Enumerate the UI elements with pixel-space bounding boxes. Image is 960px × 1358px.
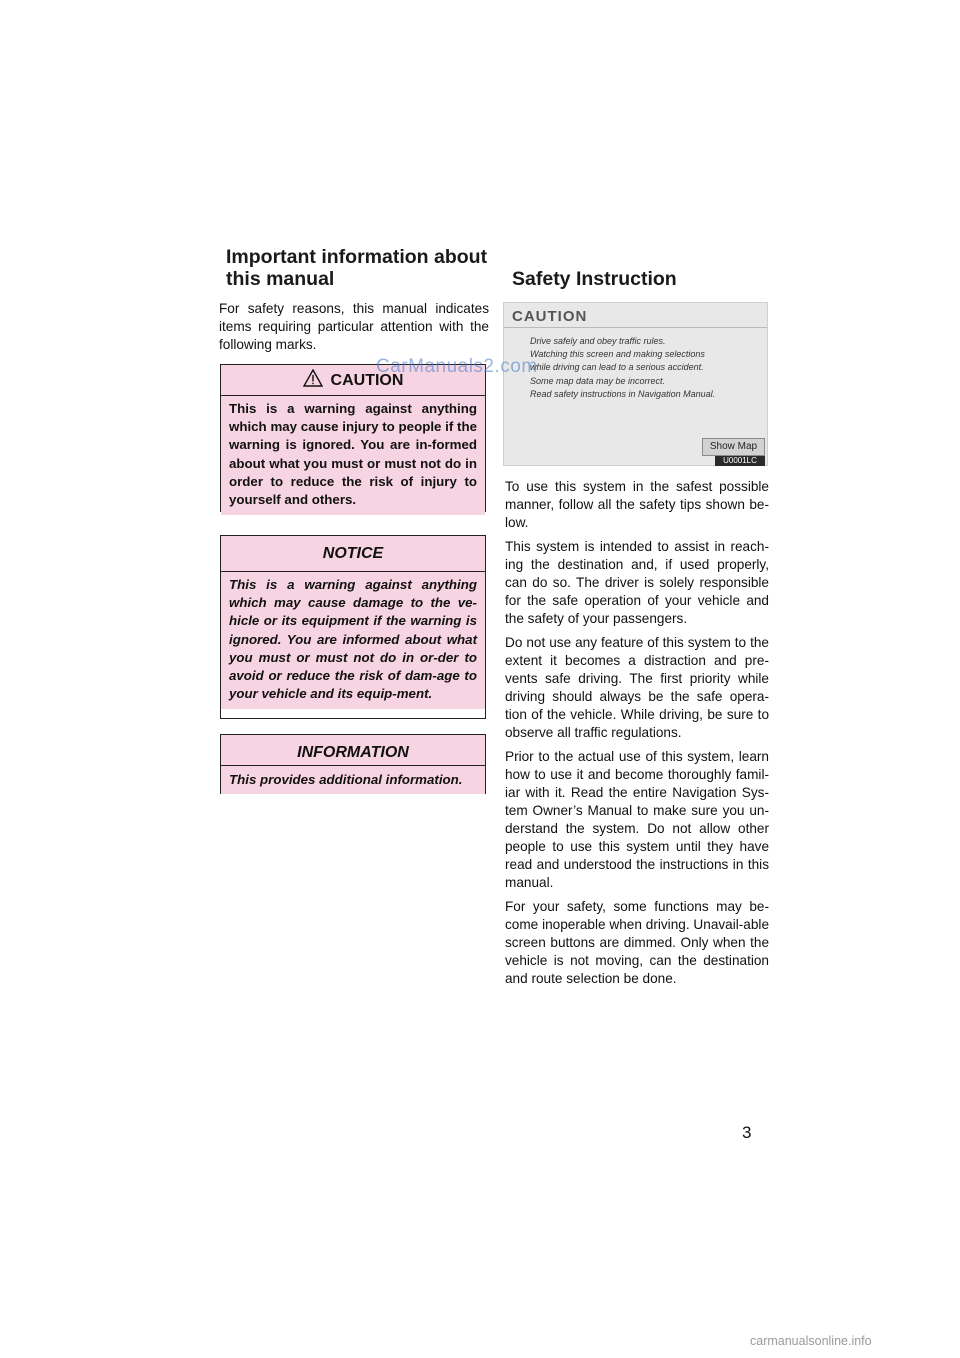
warning-triangle-icon <box>303 367 323 399</box>
caution-text: This is a warning against anything which may cause injury to people if the warning is ignored. You are in-formed about what you must or must not do in order to reduce the risk of injury to yourself and others. <box>221 395 485 515</box>
notice-title: NOTICE <box>221 536 485 571</box>
screenshot-messages <box>530 335 715 401</box>
footer-watermark: carmanualsonline.info <box>750 1334 872 1348</box>
paragraph: To use this system in the safest possible manner, follow all the safety tips shown be-low. <box>505 479 769 530</box>
information-title: INFORMATION <box>221 735 485 765</box>
screenshot-message: Some map data may be incorrect. <box>530 375 666 386</box>
caution-box <box>220 364 486 512</box>
screenshot-title: CAUTION <box>512 308 588 325</box>
screenshot-message: Watching this screen and making selections <box>530 349 705 360</box>
navigation-caution-screenshot <box>503 302 768 466</box>
section-heading-safety-instruction: Safety Instruction <box>512 268 677 290</box>
paragraph: For your safety, some functions may be-come inoperable when driving. Unavail-able screen buttons are dimmed. Only when the vehicle is not moving, can the destination and route selection be done. <box>505 899 769 986</box>
section-heading-important-information: Important information about this manual <box>226 246 488 290</box>
image-id-label: U0001LC <box>715 456 765 466</box>
notice-box <box>220 535 486 719</box>
watermark-text: CarManuals2.com <box>376 356 538 377</box>
screenshot-divider <box>504 327 767 328</box>
safety-instruction-text <box>505 478 769 994</box>
page-number: 3 <box>742 1123 752 1142</box>
paragraph: This system is intended to assist in reach-ing the destination and, if used properly, can do so. The driver is solely responsible for the safe operation of your vehicle and the safety of your passengers. <box>505 539 769 626</box>
show-map-button: Show Map <box>702 438 765 456</box>
caution-title: CAUTION <box>330 372 404 389</box>
information-text: This provides additional information. <box>221 765 485 794</box>
paragraph: Do not use any feature of this system to the extent it becomes a distraction and pre-vents safe driving. The first priority while driving should always be the safe opera-tion of the vehicle. While driving, be sure to observe all traffic regulations. <box>505 635 769 740</box>
notice-text: This is a warning against anything which may cause damage to the ve-hicle or its equipment if the warning is ignored. You are informed about what you must or must not do in or-der to avoid or reduce the risk of dam-age to your vehicle and its equip-ment. <box>221 571 485 709</box>
intro-paragraph: For safety reasons, this manual indicates items requiring particular attention with the following marks. <box>219 301 489 352</box>
information-box <box>220 734 486 794</box>
screenshot-message: Read safety instructions in Navigation Manual. <box>530 388 716 399</box>
screenshot-message: Drive safely and obey traffic rules. <box>530 336 666 346</box>
paragraph: Prior to the actual use of this system, learn how to use it and become thoroughly famil-iar with it. Read the entire Navigation Sys-tem Owner’s Manual to make sure you un-derstand the system. Do not allow other people to use this system until they have read and understood the instructions in this manual. <box>505 749 769 890</box>
screenshot-message: while driving can lead to a serious accident. <box>530 362 704 373</box>
